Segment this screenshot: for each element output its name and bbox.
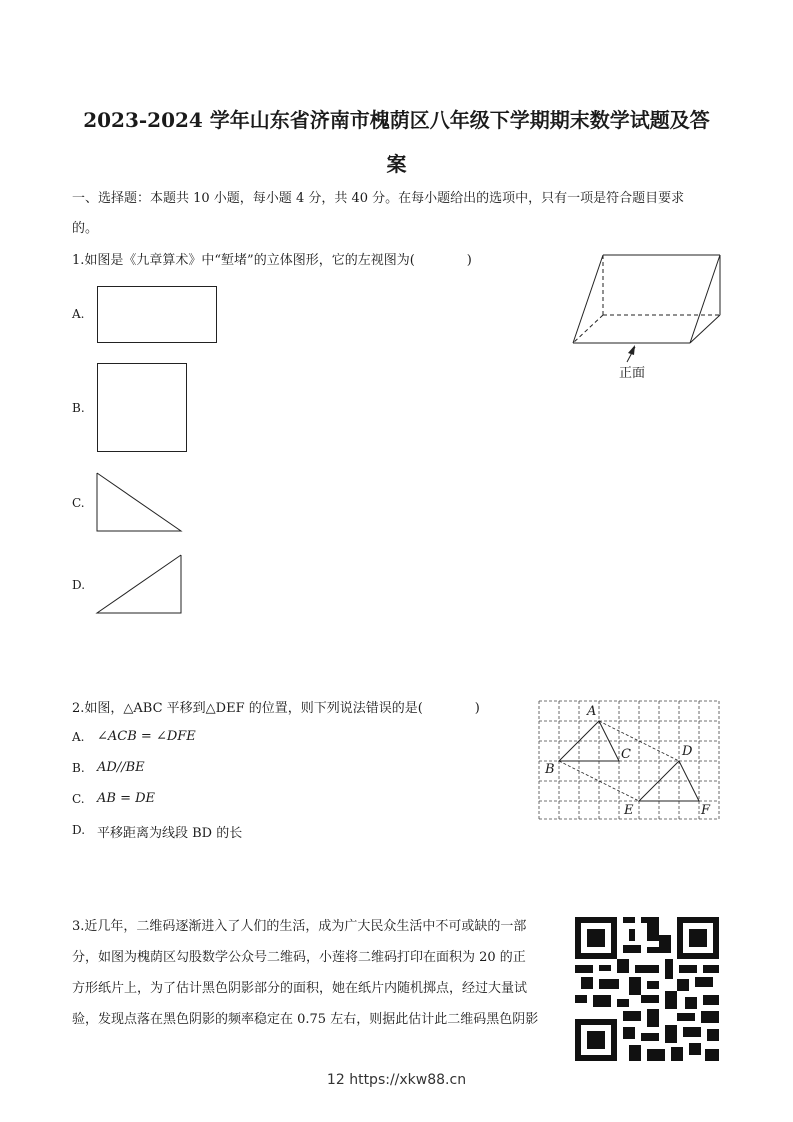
section-instructions-line1: 一、选择题：本题共 10 小题，每小题 4 分，共 40 分。在每小题给出的选项中，只有一项是符合题目要求	[72, 191, 685, 206]
q2-option-a-label: A.	[72, 730, 85, 744]
q1-option-d-label: D.	[72, 578, 86, 592]
q1-prism-figure	[565, 250, 725, 380]
q2-option-b-text: AD//BE	[97, 760, 145, 775]
q2-option-b-label: B.	[72, 761, 85, 775]
page-title-continued: 案	[386, 152, 407, 176]
q2-option-d-label: D.	[72, 823, 86, 837]
page-title: 2023-2024 学年山东省济南市槐荫区八年级下学期期末数学试题及答	[83, 108, 710, 132]
page-number: 12	[326, 1072, 345, 1088]
qr-code-image	[573, 915, 721, 1063]
q2-point-e: E	[624, 803, 634, 818]
q2-point-f: F	[701, 803, 711, 818]
question-3-line3: 方形纸片上，为了估计黑色阴影部分的面积，她在纸片内随机掷点，经过大量试	[72, 981, 528, 996]
q2-point-a: A	[587, 704, 597, 719]
q1-option-c-triangle	[92, 468, 188, 536]
q2-point-c: C	[621, 747, 631, 762]
q1-option-b-square	[97, 363, 187, 452]
section-instructions-line2: 的。	[72, 221, 99, 236]
q2-option-c-text: AB = DE	[97, 791, 156, 806]
q1-front-label: 正面	[619, 366, 646, 381]
question-3-line2: 分，如图为槐荫区勾股数学公众号二维码，小莲将二维码打印在面积为 20 的正	[72, 950, 526, 965]
question-2-stem: 2.如图，△ABC 平移到△DEF 的位置，则下列说法错误的是( )	[72, 701, 480, 716]
q2-option-c-label: C.	[72, 792, 85, 806]
question-3-line4: 验，发现点落在黑色阴影的频率稳定在 0.75 左右，则据此估计此二维码黑色阴影	[72, 1012, 539, 1027]
q2-option-a-text: ∠ACB = ∠DFE	[97, 729, 196, 744]
question-1-stem: 1.如图是《九章算术》中“堑堵”的立体图形，它的左视图为( )	[72, 253, 472, 268]
page-footer	[0, 1072, 793, 1088]
q2-point-b: B	[545, 762, 555, 777]
q2-option-d-text: 平移距离为线段 BD 的长	[97, 826, 243, 841]
q2-point-d: D	[682, 744, 693, 759]
q1-option-d-triangle	[92, 550, 188, 618]
q1-option-c-label: C.	[72, 496, 85, 510]
question-3-line1: 3.近几年，二维码逐渐进入了人们的生活，成为广大民众生活中不可或缺的一部	[72, 919, 527, 934]
q1-option-a-label: A.	[72, 307, 85, 321]
q1-option-a-rectangle	[97, 286, 217, 343]
q1-option-b-label: B.	[72, 401, 85, 415]
footer-url[interactable]: https://xkw88.cn	[349, 1072, 467, 1088]
